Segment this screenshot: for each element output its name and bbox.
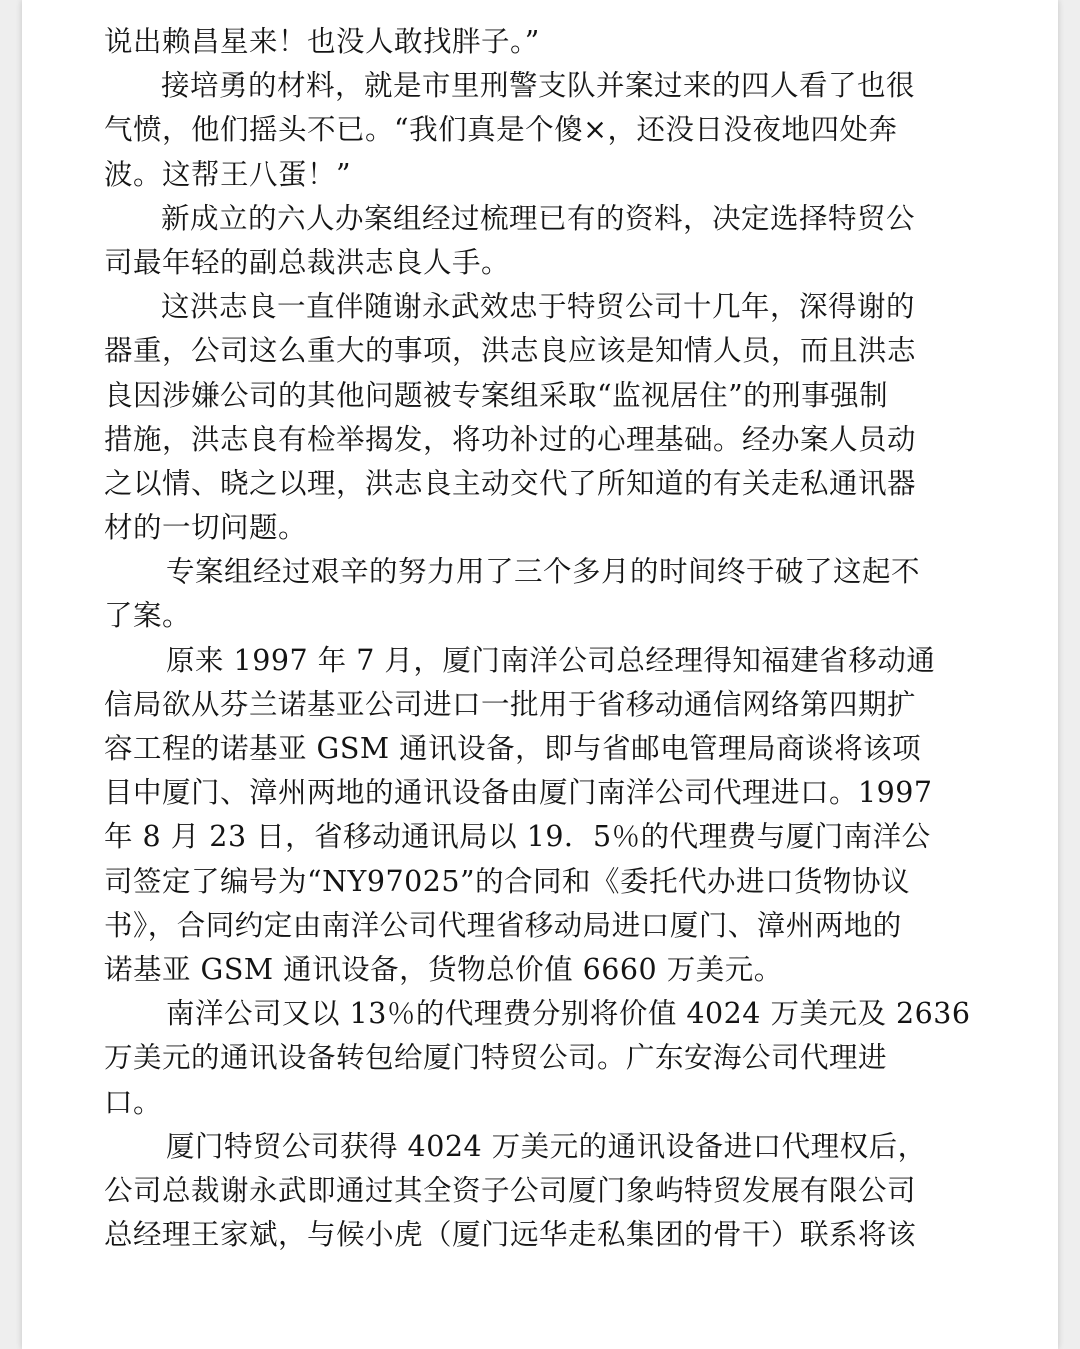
text-line: 诺基亚 GSM 通讯设备，货物总价值 6660 万美元。	[104, 952, 783, 986]
document-page	[22, 0, 1058, 1349]
text-line: 了案。	[104, 599, 192, 633]
text-line: 气愤，他们摇头不已。“我们真是个傻×，还没日没夜地四处奔	[104, 113, 898, 147]
text-line: 书》，合同约定由南洋公司代理省移动局进口厦门、漳州两地的	[104, 908, 902, 942]
text-line: 说出赖昌星来！也没人敢找胖子。”	[104, 25, 540, 58]
text-line: 器重，公司这么重大的事项，洪志良应该是知情人员，而且洪志	[104, 334, 917, 368]
text-line: 公司总裁谢永武即通过其全资子公司厦门象屿特贸发展有限公司	[104, 1173, 917, 1207]
text-line: 之以情、晓之以理，洪志良主动交代了所知道的有关走私通讯器	[104, 466, 917, 500]
paragraph-start-line: 专案组经过艰辛的努力用了三个多月的时间终于破了这起不	[166, 555, 921, 589]
text-line: 司签定了编号为“NY97025”的合同和《委托代办进口货物协议	[104, 864, 911, 898]
paragraph-start-line: 厦门特贸公司获得 4024 万美元的通讯设备进口代理权后，	[166, 1129, 927, 1163]
text-line: 信局欲从芬兰诺基亚公司进口一批用于省移动通信网络第四期扩	[104, 687, 917, 721]
paragraph-start-line: 南洋公司又以 13％的代理费分别将价值 4024 万美元及 2636	[166, 997, 971, 1031]
text-line: 司最年轻的副总裁洪志良人手。	[104, 245, 511, 279]
text-line: 良因涉嫌公司的其他问题被专案组采取“监视居住”的刑事强制	[104, 378, 889, 412]
text-line: 措施，洪志良有检举揭发，将功补过的心理基础。经办案人员动	[104, 422, 917, 456]
text-line: 总经理王家斌，与候小虎（厦门远华走私集团的骨干）联系将该	[104, 1218, 917, 1252]
text-line: 容工程的诺基亚 GSM 通讯设备，即与省邮电管理局商谈将该项	[104, 732, 922, 765]
paragraph-start-line: 原来 1997 年 7 月，厦门南洋公司总经理得知福建省移动通	[166, 643, 936, 677]
text-line: 口。	[104, 1085, 163, 1119]
paragraph-start-line: 新成立的六人办案组经过梳理已有的资料，决定选择特贸公	[161, 201, 916, 235]
text-line: 年 8 月 23 日，省移动通讯局以 19．5％的代理费与厦门南洋公	[104, 820, 931, 854]
text-line: 万美元的通讯设备转包给厦门特贸公司。广东安海公司代理进	[104, 1041, 888, 1075]
text-line: 波。这帮王八蛋！”	[104, 157, 352, 191]
text-line: 材的一切问题。	[104, 511, 308, 545]
paragraph-start-line: 接培勇的材料，就是市里刑警支队并案过来的四人看了也很	[161, 69, 916, 103]
body-text	[104, 20, 971, 1257]
text-line: 目中厦门、漳州两地的通讯设备由厦门南洋公司代理进口。1997	[104, 776, 933, 810]
paragraph-start-line: 这洪志良一直伴随谢永武效忠于特贸公司十几年，深得谢的	[161, 290, 916, 324]
